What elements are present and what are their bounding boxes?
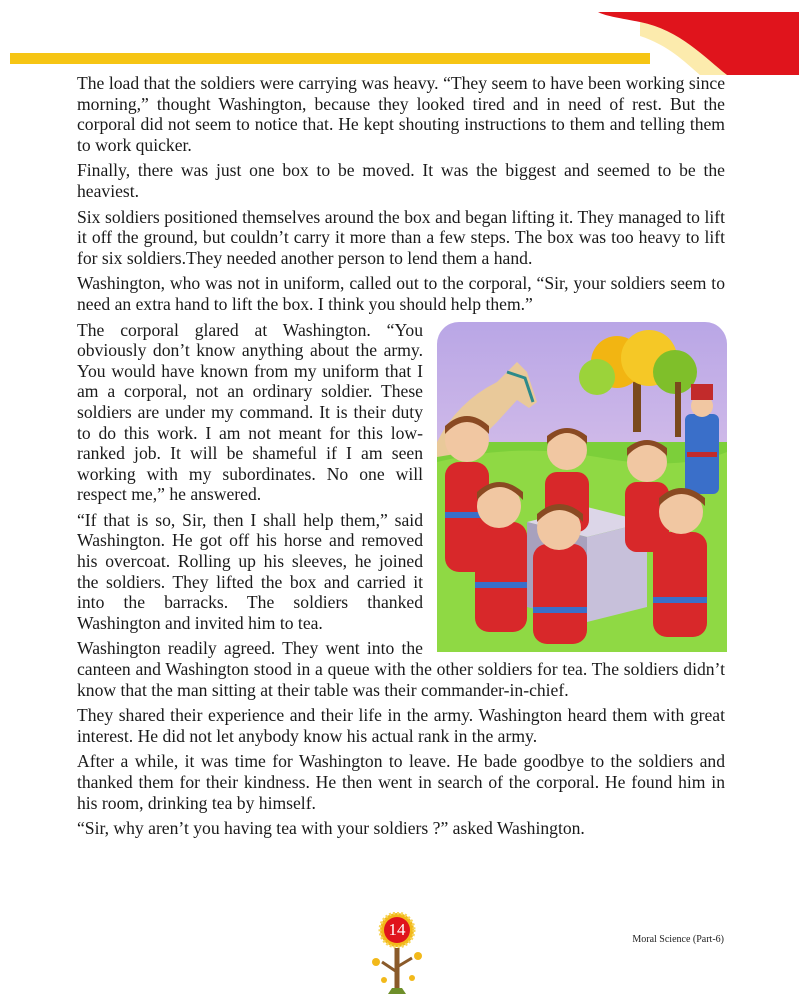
story-text bbox=[77, 73, 725, 844]
paragraph: Washington, who was not in uniform, called out to the corporal, “Sir, your soldiers seem to need an extra hand to lift the box. I think you should help them.” bbox=[77, 273, 725, 314]
paragraph: After a while, it was time for Washington to leave. He bade goodbye to the soldiers and thanked them for their kindness. He then went in search of the corporal. He found him in his room, drinking tea by himself. bbox=[77, 751, 725, 813]
soldier bbox=[653, 488, 707, 637]
header-band bbox=[0, 0, 799, 75]
paragraph: Finally, there was just one box to be moved. It was the biggest and seemed to be the heaviest. bbox=[77, 160, 725, 201]
header-yellow-stripe bbox=[10, 53, 650, 64]
book-title-footer: Moral Science (Part-6) bbox=[632, 934, 724, 945]
page-number: 14 bbox=[388, 920, 406, 939]
paragraph: They shared their experience and their life in the army. Washington heard them with great interest. He did not let anybody know his actual rank in the army. bbox=[77, 705, 725, 746]
paragraph: “If that is so, Sir, then I shall help them,” said Washington. He got off his horse and removed his overcoat. Rolling up his sleeves, he joined the soldiers. They lifted the box and carried it into the barracks. The soldiers thanked Washington and invited him to tea. bbox=[77, 509, 423, 633]
soldiers-lifting-box-illustration bbox=[437, 322, 727, 652]
paragraph: The corporal glared at Washington. “You obviously don’t know anything about the army. You would have known from my uniform that I am a corporal, not an ordinary soldier. These soldiers are under my command. It is their duty to do this work. I am not meant for this low-ranked job. It will be shameful if I am seen working with my subordinates. No one will respect me,” he answered. bbox=[77, 319, 423, 505]
paragraph: “Sir, why aren’t you having tea with your soldiers ?” asked Washington. bbox=[77, 818, 585, 839]
paragraph: Six soldiers positioned themselves around the box and began lifting it. They managed to lift it off the ground, but couldn’t carry it more than a few steps. The box was too heavy to lift for six soldiers.They needed another person to lend them a hand. bbox=[77, 206, 725, 268]
soldier bbox=[533, 504, 587, 644]
paragraph: The load that the soldiers were carrying was heavy. “They seem to have been working since morning,” thought Washington, because they looked tired and in need of rest. But the corporal did not seem to notice that. He kept shouting instructions to them and telling them to work quicker. bbox=[77, 73, 725, 155]
paragraph: Washington readily agreed. They went into the canteen and Washington stood in a queue with the other soldiers for tea. The soldiers didn’t know that the man sitting at their table was their commander-in-chief. bbox=[77, 638, 725, 700]
soldier bbox=[475, 482, 527, 632]
